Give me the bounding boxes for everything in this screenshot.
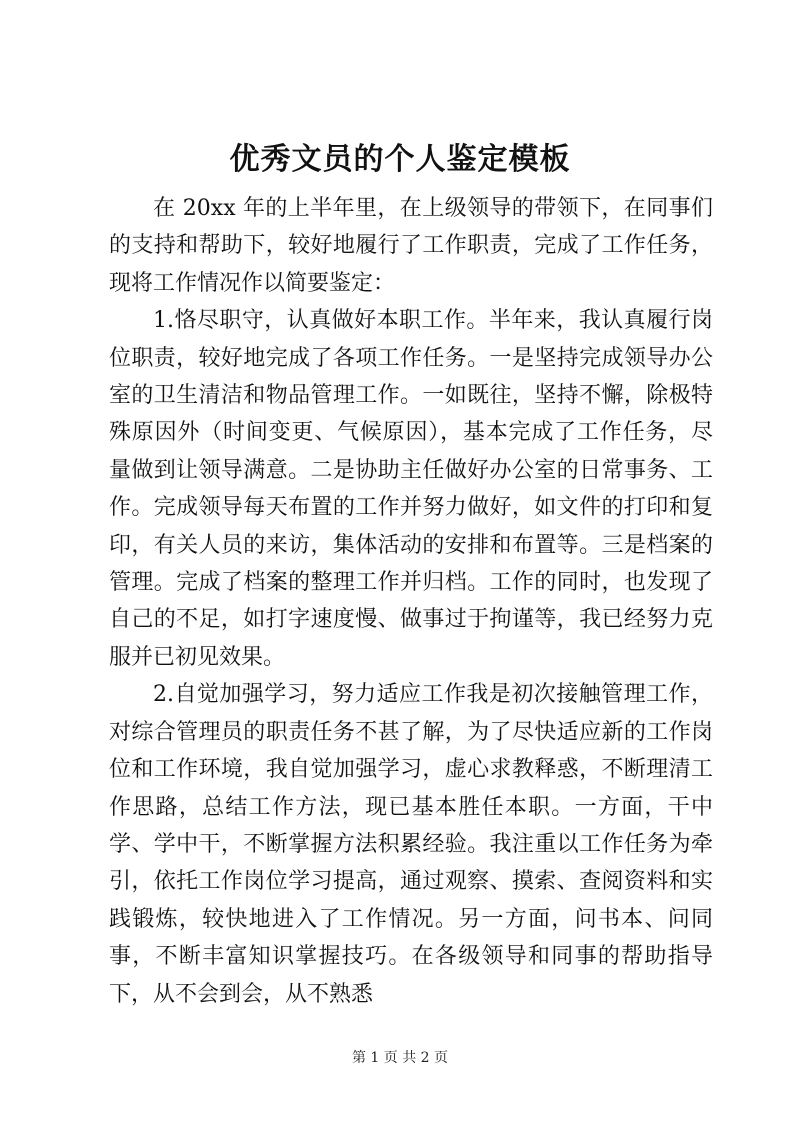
document-title: 优秀文员的个人鉴定模板 bbox=[229, 142, 571, 177]
paragraph-item-2: 2.自觉加强学习，努力适应工作我是初次接触管理工作，对综合管理员的职责任务不甚了解，为了尽快适应新的工作岗位和工作环境，我自觉加强学习，虚心求教释惑，不断理清工作思路，总结工作方法，现已基本胜任本职。一方面，干中学、学中干，不断掌握方法积累经验。我注重以工作任务为牵引，依托工作岗位学习提高，通过观察、摸索、查阅资料和实践锻炼，较快地进入了工作情况。另一方面，问书本、问同事，不断丰富知识掌握技巧。在各级领导和同事的帮助指导下，从不会到会，从不熟悉 bbox=[109, 682, 713, 1007]
paragraph-intro: 在 20xx 年的上半年里，在上级领导的带领下，在同事们的支持和帮助下，较好地履行了工作职责，完成了工作任务，现将工作情况作以简要鉴定： bbox=[109, 196, 713, 296]
page-footer bbox=[0, 1048, 800, 1068]
paragraph-item-1: 1.恪尽职守，认真做好本职工作。半年来，我认真履行岗位职责，较好地完成了各项工作任务。一是坚持完成领导办公室的卫生清洁和物品管理工作。一如既往，坚持不懈，除极特殊原因外（时间变更、气候原因），基本完成了工作任务，尽量做到让领导满意。二是协助主任做好办公室的日常事务、工作。完成领导每天布置的工作并努力做好，如文件的打印和复印，有关人员的来访，集体活动的安排和布置等。三是档案的管理。完成了档案的整理工作并归档。工作的同时，也发现了自己的不足，如打字速度慢、做事过于拘谨等，我已经努力克服并已初见效果。 bbox=[109, 308, 713, 670]
page-number: 第 1 页 共 2 页 bbox=[351, 1050, 449, 1066]
document-body bbox=[109, 190, 713, 1013]
